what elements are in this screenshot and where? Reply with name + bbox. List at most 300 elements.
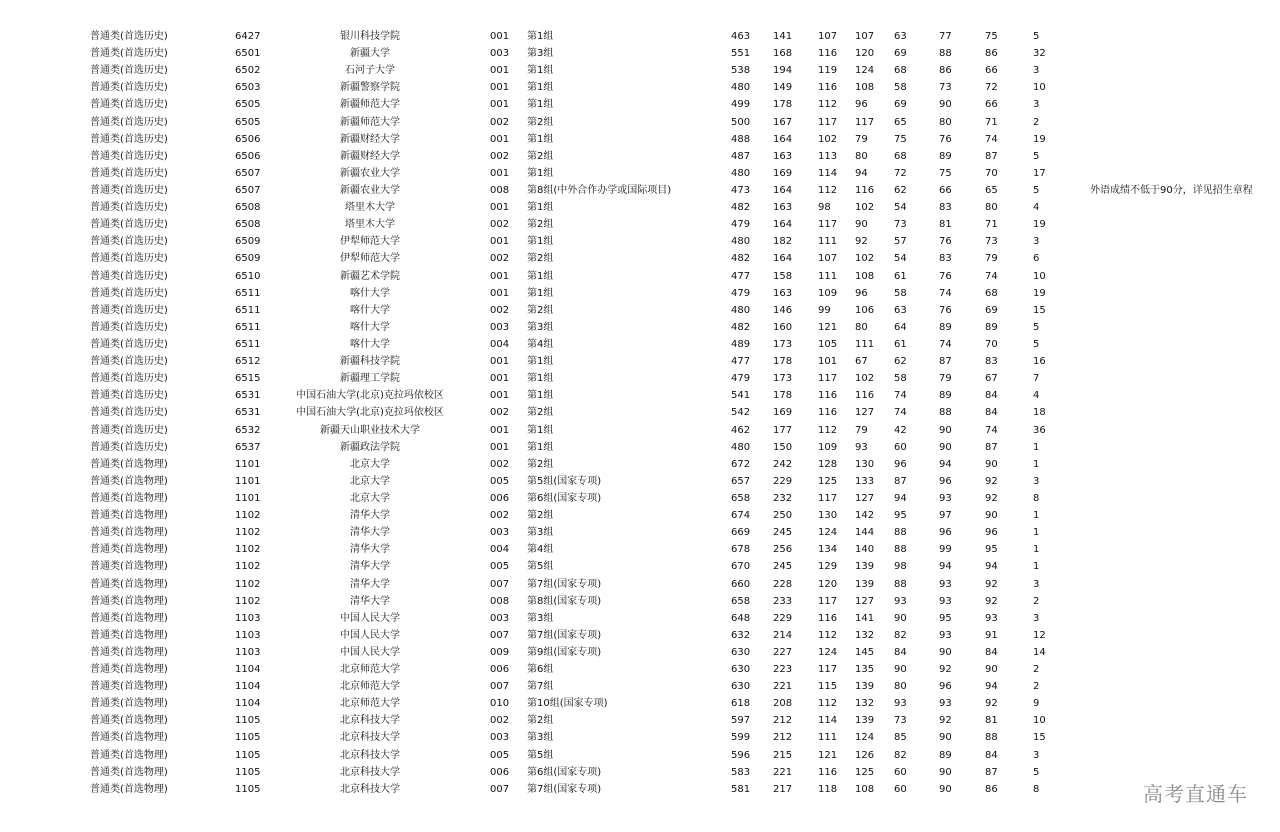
score-cell-6: 88: [985, 732, 998, 744]
school-name-cell: 新疆警察学院: [340, 82, 400, 94]
score-cell-5: 88: [939, 407, 952, 419]
table-row: [0, 148, 1280, 165]
score-cell-1: 177: [773, 424, 793, 436]
count-cell: 19: [1033, 287, 1046, 299]
group-code-cell: 005: [490, 561, 510, 573]
school-code-cell: 6508: [235, 219, 261, 231]
school-code-cell: 6532: [235, 424, 261, 436]
table-row: [0, 62, 1280, 79]
score-cell-3: 102: [855, 202, 875, 214]
score-cell-5: 96: [939, 475, 952, 487]
count-cell: 1: [1033, 510, 1040, 522]
group-name-cell: 第7组(国家专项): [527, 629, 602, 641]
school-name-cell: 塔里木大学: [345, 202, 395, 214]
school-name-cell: 石河子大学: [345, 65, 395, 77]
table-row: [0, 593, 1280, 610]
category-cell: 普通类(首选物理): [90, 766, 168, 778]
total-score-cell: 672: [731, 458, 751, 470]
group-code-cell: 006: [490, 664, 510, 676]
school-code-cell: 1105: [235, 783, 261, 795]
score-cell-5: 76: [939, 133, 952, 145]
group-code-cell: 002: [490, 116, 510, 128]
count-cell: 6: [1033, 253, 1040, 265]
category-cell: 普通类(首选历史): [90, 65, 168, 77]
school-code-cell: 1104: [235, 681, 261, 693]
score-cell-3: 133: [855, 475, 875, 487]
school-code-cell: 1103: [235, 629, 261, 641]
score-cell-4: 80: [894, 681, 907, 693]
total-score-cell: 630: [731, 646, 751, 658]
score-cell-1: 164: [773, 133, 793, 145]
score-cell-6: 66: [985, 99, 998, 111]
group-name-cell: 第1组: [527, 31, 554, 42]
group-name-cell: 第1组: [527, 441, 554, 453]
group-name-cell: 第1组: [527, 133, 554, 145]
watermark: 高考直通车: [1143, 782, 1248, 806]
score-cell-6: 70: [985, 338, 998, 350]
table-row: [0, 644, 1280, 661]
score-cell-4: 84: [894, 646, 907, 658]
score-cell-3: 79: [855, 133, 868, 145]
score-cell-4: 93: [894, 595, 907, 607]
score-cell-3: 94: [855, 167, 868, 179]
category-cell: 普通类(首选物理): [90, 681, 168, 693]
group-name-cell: 第7组(国家专项): [527, 783, 602, 795]
group-name-cell: 第6组: [527, 664, 554, 676]
count-cell: 5: [1033, 321, 1040, 333]
score-cell-2: 114: [818, 715, 838, 727]
total-score-cell: 542: [731, 407, 751, 419]
table-row: [0, 524, 1280, 541]
school-name-cell: 喀什大学: [350, 321, 390, 333]
score-cell-5: 76: [939, 304, 952, 316]
count-cell: 17: [1033, 167, 1046, 179]
count-cell: 14: [1033, 646, 1046, 658]
total-score-cell: 630: [731, 664, 751, 676]
score-cell-5: 94: [939, 458, 952, 470]
category-cell: 普通类(首选历史): [90, 441, 168, 453]
school-code-cell: 6511: [235, 321, 261, 333]
group-name-cell: 第1组: [527, 167, 554, 179]
total-score-cell: 482: [731, 253, 751, 265]
school-code-cell: 1105: [235, 715, 261, 727]
table-row: [0, 627, 1280, 644]
group-name-cell: 第1组: [527, 65, 554, 77]
score-cell-2: 105: [818, 338, 838, 350]
school-code-cell: 1101: [235, 492, 261, 504]
score-cell-2: 107: [818, 253, 838, 265]
school-name-cell: 北京科技大学: [340, 732, 400, 744]
category-cell: 普通类(首选物理): [90, 732, 168, 744]
score-cell-1: 245: [773, 561, 793, 573]
score-cell-2: 117: [818, 492, 838, 504]
school-name-cell: 清华大学: [350, 595, 390, 607]
school-name-cell: 新疆艺术学院: [340, 270, 400, 282]
score-cell-1: 232: [773, 492, 793, 504]
score-cell-3: 102: [855, 253, 875, 265]
school-name-cell: 伊犁师范大学: [340, 253, 400, 265]
group-code-cell: 002: [490, 253, 510, 265]
group-name-cell: 第2组: [527, 116, 554, 128]
school-name-cell: 新疆科技学院: [340, 356, 400, 368]
score-cell-3: 90: [855, 219, 868, 231]
count-cell: 2: [1033, 664, 1040, 676]
school-name-cell: 银川科技学院: [340, 31, 400, 42]
score-cell-5: 93: [939, 492, 952, 504]
group-name-cell: 第1组: [527, 270, 554, 282]
score-cell-6: 92: [985, 492, 998, 504]
score-cell-6: 68: [985, 287, 998, 299]
score-cell-6: 95: [985, 544, 998, 556]
count-cell: 5: [1033, 338, 1040, 350]
score-cell-2: 130: [818, 510, 838, 522]
table-row: [0, 558, 1280, 575]
category-cell: 普通类(首选历史): [90, 373, 168, 385]
score-cell-6: 72: [985, 82, 998, 94]
category-cell: 普通类(首选历史): [90, 321, 168, 333]
group-code-cell: 001: [490, 133, 510, 145]
count-cell: 15: [1033, 732, 1046, 744]
score-cell-1: 194: [773, 65, 793, 77]
score-cell-3: 140: [855, 544, 875, 556]
total-score-cell: 583: [731, 766, 751, 778]
score-cell-5: 76: [939, 270, 952, 282]
category-cell: 普通类(首选历史): [90, 48, 168, 60]
count-cell: 1: [1033, 561, 1040, 573]
total-score-cell: 658: [731, 595, 751, 607]
score-cell-1: 164: [773, 219, 793, 231]
score-cell-1: 167: [773, 116, 793, 128]
category-cell: 普通类(首选历史): [90, 270, 168, 282]
table-row: [0, 199, 1280, 216]
group-code-cell: 002: [490, 150, 510, 162]
count-cell: 1: [1033, 527, 1040, 539]
score-cell-1: 182: [773, 236, 793, 248]
school-code-cell: 1103: [235, 612, 261, 624]
score-cell-5: 81: [939, 219, 952, 231]
score-cell-4: 58: [894, 287, 907, 299]
score-cell-1: 169: [773, 407, 793, 419]
score-cell-3: 116: [855, 184, 875, 196]
category-cell: 普通类(首选物理): [90, 612, 168, 624]
score-cell-6: 86: [985, 783, 998, 795]
group-code-cell: 002: [490, 219, 510, 231]
table-row: [0, 233, 1280, 250]
group-name-cell: 第4组: [527, 544, 554, 556]
score-cell-6: 92: [985, 698, 998, 710]
score-cell-5: 90: [939, 732, 952, 744]
score-cell-4: 68: [894, 150, 907, 162]
score-cell-2: 98: [818, 202, 831, 214]
score-cell-2: 134: [818, 544, 838, 556]
score-cell-3: 127: [855, 595, 875, 607]
count-cell: 2: [1033, 116, 1040, 128]
group-name-cell: 第3组: [527, 612, 554, 624]
score-cell-1: 160: [773, 321, 793, 333]
score-cell-6: 87: [985, 441, 998, 453]
score-cell-4: 98: [894, 561, 907, 573]
score-cell-4: 64: [894, 321, 907, 333]
score-cell-3: 124: [855, 732, 875, 744]
score-cell-6: 87: [985, 150, 998, 162]
count-cell: 3: [1033, 65, 1040, 77]
score-cell-2: 116: [818, 390, 838, 402]
school-code-cell: 6427: [235, 31, 261, 42]
school-code-cell: 6506: [235, 150, 261, 162]
school-name-cell: 中国石油大学(北京)克拉玛依校区: [296, 407, 444, 419]
score-cell-3: 117: [855, 116, 875, 128]
category-cell: 普通类(首选历史): [90, 116, 168, 128]
score-cell-4: 75: [894, 133, 907, 145]
group-code-cell: 001: [490, 424, 510, 436]
count-cell: 19: [1033, 219, 1046, 231]
table-row: [0, 165, 1280, 182]
count-cell: 3: [1033, 612, 1040, 624]
score-cell-6: 73: [985, 236, 998, 248]
group-name-cell: 第1组: [527, 356, 554, 368]
total-score-cell: 479: [731, 373, 751, 385]
total-score-cell: 551: [731, 48, 751, 60]
score-cell-2: 117: [818, 373, 838, 385]
group-code-cell: 001: [490, 287, 510, 299]
score-cell-4: 57: [894, 236, 907, 248]
score-cell-3: 126: [855, 749, 875, 761]
group-name-cell: 第2组: [527, 510, 554, 522]
score-cell-3: 130: [855, 458, 875, 470]
total-score-cell: 632: [731, 629, 751, 641]
score-cell-3: 116: [855, 390, 875, 402]
group-name-cell: 第1组: [527, 236, 554, 248]
score-cell-3: 139: [855, 681, 875, 693]
score-cell-2: 112: [818, 424, 838, 436]
total-score-cell: 660: [731, 578, 751, 590]
score-cell-2: 112: [818, 99, 838, 111]
score-cell-3: 139: [855, 578, 875, 590]
school-name-cell: 新疆农业大学: [340, 184, 400, 196]
group-name-cell: 第2组: [527, 715, 554, 727]
category-cell: 普通类(首选历史): [90, 202, 168, 214]
school-name-cell: 北京科技大学: [340, 766, 400, 778]
school-code-cell: 6511: [235, 287, 261, 299]
score-cell-4: 58: [894, 373, 907, 385]
score-cell-3: 92: [855, 236, 868, 248]
category-cell: 普通类(首选物理): [90, 629, 168, 641]
school-name-cell: 新疆师范大学: [340, 116, 400, 128]
total-score-cell: 670: [731, 561, 751, 573]
score-cell-1: 215: [773, 749, 793, 761]
score-cell-2: 101: [818, 356, 838, 368]
group-code-cell: 009: [490, 646, 510, 658]
group-name-cell: 第2组: [527, 304, 554, 316]
score-cell-4: 88: [894, 527, 907, 539]
score-cell-4: 73: [894, 715, 907, 727]
score-cell-1: 233: [773, 595, 793, 607]
score-cell-5: 93: [939, 698, 952, 710]
score-cell-5: 76: [939, 236, 952, 248]
school-code-cell: 6505: [235, 116, 261, 128]
category-cell: 普通类(首选历史): [90, 304, 168, 316]
group-code-cell: 002: [490, 407, 510, 419]
score-cell-6: 90: [985, 664, 998, 676]
school-name-cell: 清华大学: [350, 510, 390, 522]
table-row: [0, 319, 1280, 336]
score-cell-5: 79: [939, 373, 952, 385]
total-score-cell: 648: [731, 612, 751, 624]
category-cell: 普通类(首选物理): [90, 698, 168, 710]
table-row: [0, 114, 1280, 131]
group-code-cell: 003: [490, 48, 510, 60]
total-score-cell: 480: [731, 82, 751, 94]
score-cell-1: 164: [773, 253, 793, 265]
group-code-cell: 003: [490, 612, 510, 624]
score-cell-4: 94: [894, 492, 907, 504]
score-cell-5: 99: [939, 544, 952, 556]
count-cell: 16: [1033, 356, 1046, 368]
school-name-cell: 北京科技大学: [340, 783, 400, 795]
count-cell: 3: [1033, 236, 1040, 248]
school-name-cell: 清华大学: [350, 561, 390, 573]
count-cell: 1: [1033, 441, 1040, 453]
total-score-cell: 462: [731, 424, 751, 436]
group-code-cell: 005: [490, 749, 510, 761]
total-score-cell: 487: [731, 150, 751, 162]
score-cell-1: 149: [773, 82, 793, 94]
score-cell-3: 80: [855, 321, 868, 333]
score-cell-3: 111: [855, 338, 875, 350]
school-code-cell: 6509: [235, 253, 261, 265]
school-code-cell: 6503: [235, 82, 261, 94]
score-cell-1: 146: [773, 304, 793, 316]
count-cell: 7: [1033, 373, 1040, 385]
score-cell-1: 229: [773, 612, 793, 624]
score-cell-6: 84: [985, 390, 998, 402]
score-cell-1: 164: [773, 184, 793, 196]
score-cell-3: 145: [855, 646, 875, 658]
school-name-cell: 新疆理工学院: [340, 373, 400, 385]
score-cell-4: 62: [894, 356, 907, 368]
score-cell-5: 77: [939, 31, 952, 42]
score-cell-2: 124: [818, 646, 838, 658]
category-cell: 普通类(首选历史): [90, 82, 168, 94]
group-code-cell: 002: [490, 458, 510, 470]
score-cell-5: 88: [939, 48, 952, 60]
category-cell: 普通类(首选历史): [90, 356, 168, 368]
score-cell-3: 108: [855, 270, 875, 282]
table-row: [0, 661, 1280, 678]
total-score-cell: 477: [731, 270, 751, 282]
school-code-cell: 1103: [235, 646, 261, 658]
score-cell-1: 256: [773, 544, 793, 556]
school-code-cell: 6511: [235, 304, 261, 316]
score-cell-1: 221: [773, 681, 793, 693]
school-code-cell: 1105: [235, 732, 261, 744]
score-cell-4: 65: [894, 116, 907, 128]
score-cell-2: 120: [818, 578, 838, 590]
score-cell-3: 96: [855, 287, 868, 299]
group-code-cell: 003: [490, 732, 510, 744]
table-row: [0, 302, 1280, 319]
score-cell-5: 87: [939, 356, 952, 368]
table-row: [0, 695, 1280, 712]
table-row: [0, 490, 1280, 507]
category-cell: 普通类(首选历史): [90, 31, 168, 42]
score-cell-6: 67: [985, 373, 998, 385]
group-code-cell: 007: [490, 578, 510, 590]
score-cell-2: 116: [818, 766, 838, 778]
group-code-cell: 001: [490, 441, 510, 453]
school-code-cell: 6505: [235, 99, 261, 111]
score-cell-2: 116: [818, 48, 838, 60]
category-cell: 普通类(首选历史): [90, 133, 168, 145]
score-cell-5: 96: [939, 681, 952, 693]
count-cell: 3: [1033, 99, 1040, 111]
score-cell-5: 90: [939, 424, 952, 436]
total-score-cell: 480: [731, 167, 751, 179]
category-cell: 普通类(首选历史): [90, 184, 168, 196]
score-cell-6: 70: [985, 167, 998, 179]
score-cell-5: 93: [939, 595, 952, 607]
score-cell-5: 74: [939, 287, 952, 299]
count-cell: 3: [1033, 475, 1040, 487]
score-cell-5: 89: [939, 390, 952, 402]
category-cell: 普通类(首选物理): [90, 561, 168, 573]
score-cell-4: 69: [894, 99, 907, 111]
group-name-cell: 第1组: [527, 373, 554, 385]
school-name-cell: 中国人民大学: [340, 646, 400, 658]
score-cell-1: 178: [773, 390, 793, 402]
school-name-cell: 北京师范大学: [340, 681, 400, 693]
category-cell: 普通类(首选历史): [90, 167, 168, 179]
school-code-cell: 1101: [235, 458, 261, 470]
group-code-cell: 006: [490, 492, 510, 504]
score-cell-4: 60: [894, 766, 907, 778]
score-cell-1: 141: [773, 31, 793, 42]
total-score-cell: 500: [731, 116, 751, 128]
group-name-cell: 第1组: [527, 390, 554, 402]
category-cell: 普通类(首选物理): [90, 492, 168, 504]
school-name-cell: 北京科技大学: [340, 715, 400, 727]
count-cell: 4: [1033, 390, 1040, 402]
category-cell: 普通类(首选历史): [90, 390, 168, 402]
score-cell-1: 168: [773, 48, 793, 60]
count-cell: 1: [1033, 544, 1040, 556]
category-cell: 普通类(首选历史): [90, 253, 168, 265]
score-cell-5: 93: [939, 578, 952, 590]
table-row: [0, 473, 1280, 490]
score-cell-4: 72: [894, 167, 907, 179]
score-cell-3: 106: [855, 304, 875, 316]
category-cell: 普通类(首选历史): [90, 338, 168, 350]
score-cell-6: 81: [985, 715, 998, 727]
total-score-cell: 678: [731, 544, 751, 556]
school-code-cell: 6501: [235, 48, 261, 60]
category-cell: 普通类(首选物理): [90, 749, 168, 761]
school-code-cell: 1102: [235, 527, 261, 539]
table-row: [0, 79, 1280, 96]
school-name-cell: 新疆财经大学: [340, 133, 400, 145]
score-cell-4: 63: [894, 304, 907, 316]
score-cell-6: 71: [985, 219, 998, 231]
score-cell-1: 242: [773, 458, 793, 470]
table-row: [0, 45, 1280, 62]
score-cell-1: 178: [773, 356, 793, 368]
school-code-cell: 6510: [235, 270, 261, 282]
group-code-cell: 001: [490, 167, 510, 179]
table-row: [0, 610, 1280, 627]
score-cell-6: 91: [985, 629, 998, 641]
score-cell-5: 90: [939, 99, 952, 111]
count-cell: 1: [1033, 458, 1040, 470]
